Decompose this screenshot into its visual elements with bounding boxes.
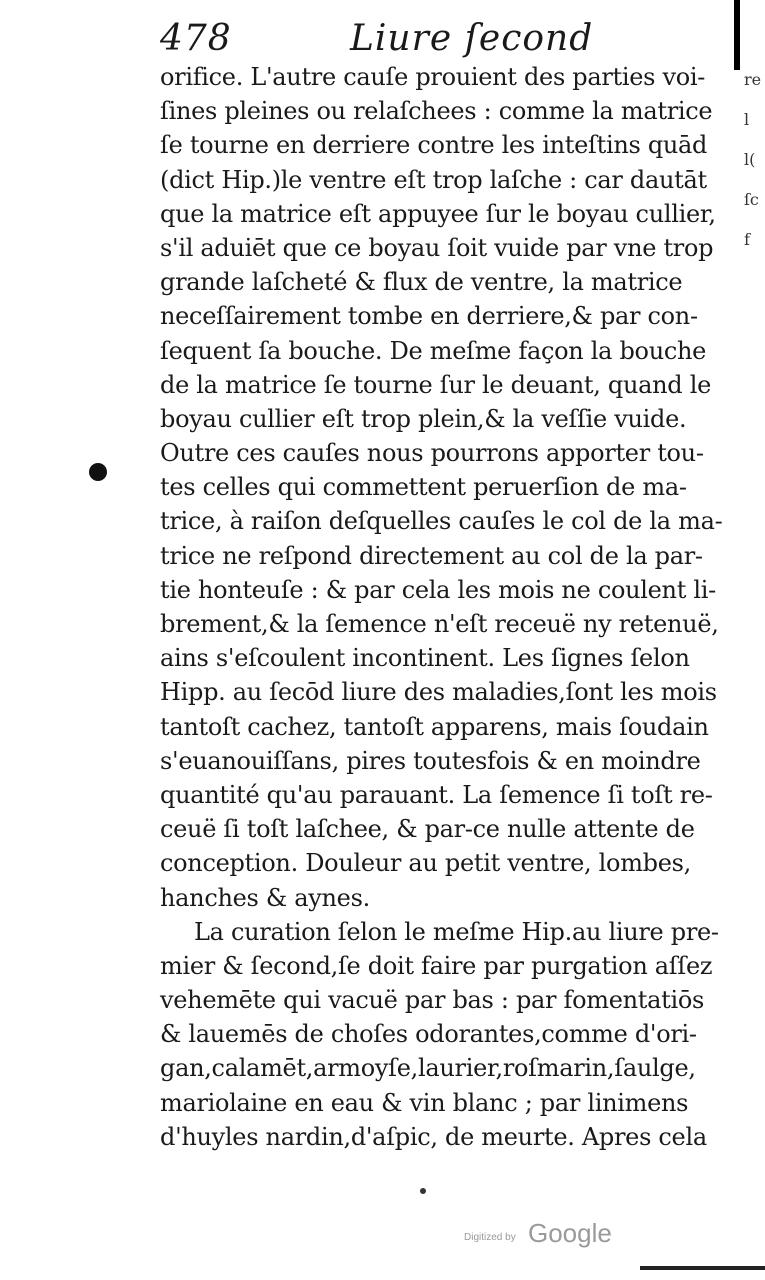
text-line: trice ne reſpond directement au col de la par- xyxy=(160,541,703,570)
edge-fragment: ſc xyxy=(744,190,759,209)
text-line: tes celles qui commettent peruerſion de ma- xyxy=(160,473,687,502)
text-line: hanches & aynes. xyxy=(160,883,370,912)
text-line: s'euanouiſſans, pires toutesfois & en moindre xyxy=(160,746,701,775)
edge-fragment: re xyxy=(744,70,762,89)
ink-dot xyxy=(420,1188,426,1194)
text-line: tantoſt cachez, tantoſt apparens, mais ſoudain xyxy=(160,712,709,741)
text-line: & lauemēs de choſes odorantes,comme d'ori- xyxy=(160,1020,697,1049)
text-line: conception. Douleur au petit ventre, lombes, xyxy=(160,849,691,878)
gutter-shadow xyxy=(734,0,740,70)
digitization-watermark xyxy=(464,1218,624,1252)
running-title: Liure ſecond xyxy=(350,18,594,59)
text-line: tie honteuſe : & par cela les mois ne coulent li- xyxy=(160,575,716,604)
text-line: Outre ces cauſes nous pourrons apporter tou- xyxy=(160,439,704,468)
text-line: grande laſcheté & flux de ventre, la matrice xyxy=(160,268,683,297)
text-line: de la matrice ſe tourne ſur le deuant, quand le xyxy=(160,370,711,399)
text-line: (dict Hip.)le ventre eſt trop laſche : car dautāt xyxy=(160,165,707,194)
paragraph-start-line: La curation ſelon le meſme Hip.au liure pre- xyxy=(194,917,719,946)
text-line: vehemēte qui vacuë par bas : par fomentatiōs xyxy=(160,986,705,1015)
edge-fragment: f xyxy=(744,230,750,249)
ink-blot xyxy=(89,463,107,481)
page-header xyxy=(160,14,730,62)
text-line: brement,& la ſemence n'eſt receuë ny retenuë, xyxy=(160,610,719,638)
text-line: orifice. L'autre cauſe prouient des parties voi- xyxy=(160,63,706,91)
edge-fragment: l xyxy=(744,110,750,129)
page-edge-shadow xyxy=(640,1266,765,1270)
text-line: Hipp. au ſecōd liure des maladies,ſont les mois xyxy=(160,678,717,707)
text-line: trice, à raiſon deſquelles cauſes le col de la ma- xyxy=(160,507,723,536)
text-line: ains s'eſcoulent incontinent. Les ſignes ſelon xyxy=(160,644,690,673)
text-line: boyau cullier eſt trop plein,& la veſſie vuide. xyxy=(160,404,687,433)
text-line: ſequent ſa bouche. De meſme façon la bouche xyxy=(160,336,707,365)
watermark-logo: Google xyxy=(528,1218,612,1248)
text-line: mier & ſecond,ſe doit faire par purgation aſſez xyxy=(160,951,713,980)
page-number: 478 xyxy=(160,18,232,59)
text-line: ſines pleines ou relaſchees : comme la matrice xyxy=(160,97,713,126)
text-line: quantité qu'au parauant. La ſemence ſi toſt re- xyxy=(160,780,713,809)
text-line: gan,calamēt,armoyſe,laurier,roſmarin,ſaulge, xyxy=(160,1054,696,1083)
text-line: ſe tourne en derriere contre les inteſtins quād xyxy=(160,131,708,160)
text-line: neceſſairement tombe en derriere,& par con- xyxy=(160,302,698,331)
adjacent-page-edge xyxy=(744,60,765,960)
text-line: que la matrice eſt appuyee ſur le boyau cullier, xyxy=(160,199,716,228)
text-line: s'il aduiēt que ce boyau ſoit vuide par vne trop xyxy=(160,233,714,262)
text-line: d'huyles nardin,d'aſpic, de meurte. Apres cela xyxy=(160,1122,707,1151)
text-body xyxy=(160,60,723,1154)
text-line: mariolaine en eau & vin blanc ; par linimens xyxy=(160,1088,689,1117)
watermark-prefix: Digitized by xyxy=(464,1232,516,1243)
edge-fragment: l( xyxy=(744,150,756,169)
text-line: ceuë ſi toſt laſchee, & par-ce nulle attente de xyxy=(160,815,695,844)
